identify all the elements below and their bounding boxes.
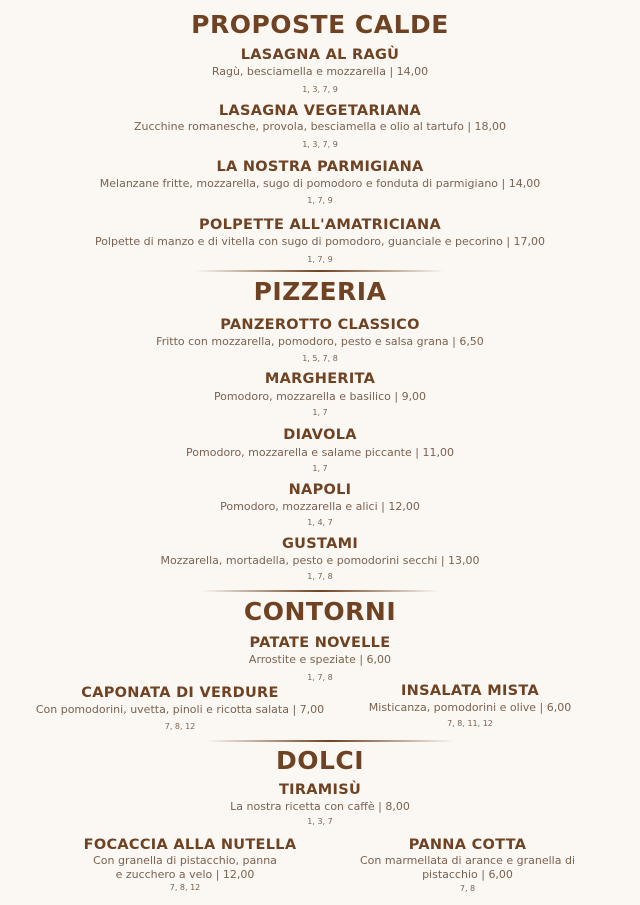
dish-allergens-napoli: 1, 4, 7: [307, 518, 333, 527]
dish-desc-caponata: Con pomodorini, uvetta, pinoli e ricotta salata | 7,00: [35, 703, 325, 716]
dish-name-panzerotto: PANZEROTTO CLASSICO: [220, 317, 420, 333]
dish-name-margherita: MARGHERITA: [264, 371, 376, 387]
dish-desc-panzerotto: Fritto con mozzarella, pomodoro, pesto e salsa grana | 6,50: [156, 335, 484, 348]
dish-name-lasagna-vegetariana: LASAGNA VEGETARIANA: [218, 103, 422, 119]
section-title-dolci: DOLCI: [275, 746, 365, 775]
dish-allergens-lasagna-vegetariana: 1, 3, 7, 9: [302, 140, 338, 149]
dish-desc-tiramisu: La nostra ricetta con caffè | 8,00: [230, 800, 410, 813]
dish-allergens-panzerotto: 1, 5, 7, 8: [302, 354, 338, 363]
dish-desc-parmigiana: Melanzane fritte, mozzarella, sugo di pomodoro e fonduta di parmigiano | 14,00: [99, 177, 541, 190]
section-title-pizzeria: PIZZERIA: [253, 277, 387, 306]
dish-name-patate-novelle: PATATE NOVELLE: [249, 635, 391, 651]
dish-name-diavola: DIAVOLA: [283, 427, 357, 443]
dish-allergens-gustami: 1, 7, 8: [307, 572, 333, 581]
dish-name-polpette: POLPETTE ALL'AMATRICIANA: [199, 217, 441, 233]
dish-name-napoli: NAPOLI: [288, 482, 352, 498]
dish-name-focaccia-nutella: FOCACCIA ALLA NUTELLA: [83, 837, 297, 853]
dish-allergens-insalata-mista: 7, 8, 11, 12: [447, 719, 493, 728]
section-divider: [205, 740, 455, 742]
dish-name-insalata-mista: INSALATA MISTA: [400, 683, 540, 699]
dish-desc-patate-novelle: Arrostite e speziate | 6,00: [248, 653, 392, 666]
dish-allergens-focaccia-nutella: 7, 8, 12: [169, 883, 201, 892]
dish-name-gustami: GUSTAMI: [281, 536, 359, 552]
section-title-contorni: CONTORNI: [243, 597, 397, 626]
dish-desc-polpette: Polpette di manzo e di vitella con sugo di pomodoro, guanciale e pecorino | 17,00: [94, 235, 546, 248]
section-divider: [195, 270, 445, 272]
dish-desc-insalata-mista: Misticanza, pomodorini e olive | 6,00: [368, 701, 572, 714]
dish-allergens-caponata: 7, 8, 12: [164, 722, 196, 731]
dish-allergens-lasagna-ragu: 1, 3, 7, 9: [302, 85, 338, 94]
dish-desc-panna-cotta-line1: Con marmellata di arance e granella di: [359, 854, 575, 867]
dish-desc-lasagna-ragu: Ragù, besciamella e mozzarella | 14,00: [211, 65, 429, 78]
dish-allergens-patate-novelle: 1, 7, 8: [307, 673, 333, 682]
dish-name-tiramisu: TIRAMISÙ: [278, 782, 362, 798]
dish-allergens-diavola: 1, 7: [312, 464, 328, 473]
dish-desc-napoli: Pomodoro, mozzarella e alici | 12,00: [220, 500, 420, 513]
dish-allergens-tiramisu: 1, 3, 7: [307, 817, 333, 826]
dish-desc-gustami: Mozzarella, mortadella, pesto e pomodorini secchi | 13,00: [160, 554, 480, 567]
dish-allergens-polpette: 1, 7, 9: [307, 255, 333, 264]
dish-desc-panna-cotta-line2: pistacchio | 6,00: [422, 868, 513, 881]
dish-name-panna-cotta: PANNA COTTA: [408, 837, 527, 853]
dish-allergens-margherita: 1, 7: [312, 408, 328, 417]
dish-desc-focaccia-nutella-line1: Con granella di pistacchio, panna: [93, 854, 277, 867]
dish-desc-margherita: Pomodoro, mozzarella e basilico | 9,00: [213, 390, 427, 403]
dish-allergens-panna-cotta: 7, 8: [459, 884, 476, 893]
dish-name-caponata: CAPONATA DI VERDURE: [81, 685, 279, 701]
dish-desc-lasagna-vegetariana: Zucchine romanesche, provola, besciamella e olio al tartufo | 18,00: [133, 120, 507, 133]
dish-desc-diavola: Pomodoro, mozzarella e salame piccante | 11,00: [186, 446, 454, 459]
dish-name-parmigiana: LA NOSTRA PARMIGIANA: [216, 159, 424, 175]
section-title-proposte-calde: PROPOSTE CALDE: [191, 10, 449, 39]
section-divider: [200, 590, 440, 592]
dish-name-lasagna-ragu: LASAGNA AL RAGÙ: [240, 47, 400, 63]
dish-allergens-parmigiana: 1, 7, 9: [307, 196, 333, 205]
dish-desc-focaccia-nutella-line2: e zucchero a velo | 12,00: [115, 868, 255, 881]
